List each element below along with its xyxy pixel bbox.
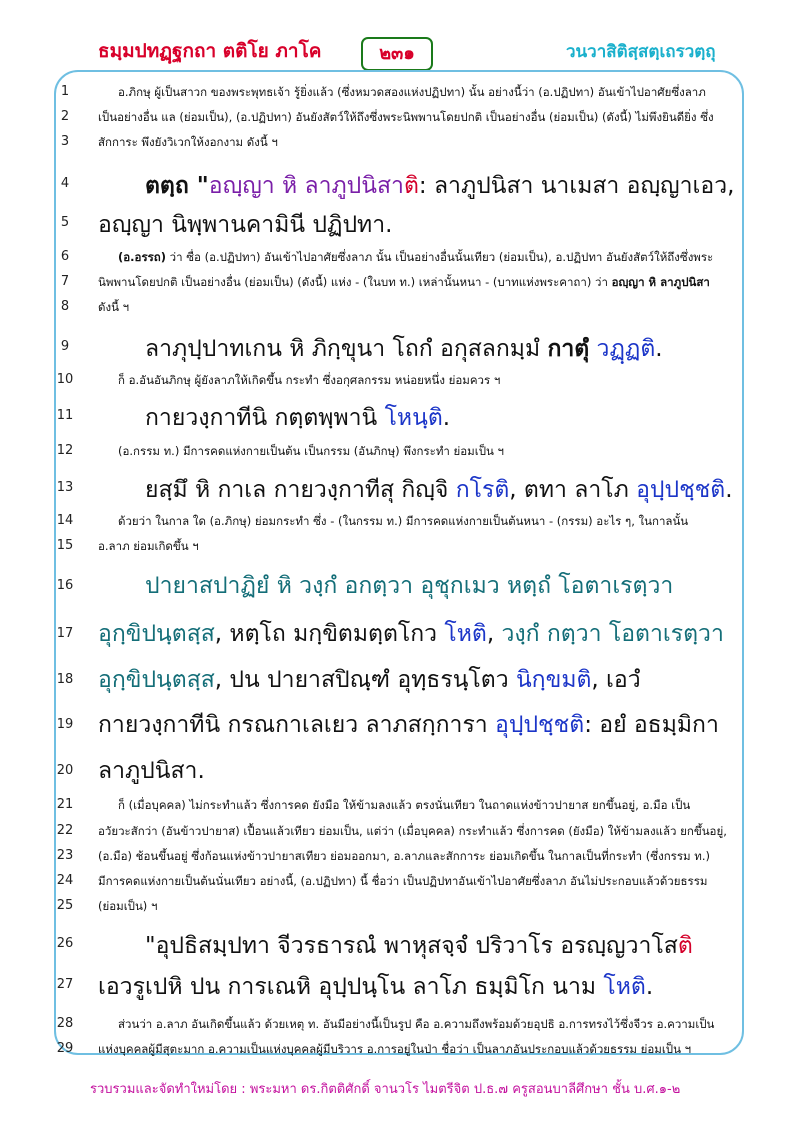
line-number: 5 <box>60 215 70 230</box>
book-title: ธมฺมปทฏฺฐกถา ตติโย ภาโค <box>98 40 322 62</box>
pali-text <box>145 168 775 204</box>
pali-highlight: กาตุํ <box>547 336 590 362</box>
pali-verb: อุปฺปชฺชติ <box>636 477 726 503</box>
line-number: 3 <box>60 134 70 149</box>
bold-term: (อ.อรรถ) <box>118 250 167 264</box>
pali-verb: กโรติ <box>455 477 510 503</box>
punctuation: . <box>655 336 663 362</box>
line-number: 8 <box>60 299 70 314</box>
pali-highlight: อญฺญา หิ ลาภูปนิสา <box>208 173 404 199</box>
line-number: 23 <box>56 848 74 863</box>
line-number: 20 <box>56 763 74 778</box>
pali-verb: โหติ <box>603 974 646 1000</box>
pali-highlight: ติ <box>403 173 419 199</box>
line-number: 7 <box>60 274 70 289</box>
line-number: 28 <box>56 1016 74 1031</box>
translation-text: ก็ อ.อันอันภิกษุ ผู้ยังลาภให้เกิดขึ้น กระทำ ซึ่งอกุศลกรรม หน่อยหนึ่ง ย่อมควร ฯ <box>118 373 501 387</box>
pali-word: ตตฺถ " <box>145 173 209 199</box>
translation-text: ก็ (เมื่อบุคคล) ไม่กระทำแล้ว ซึ่งการคด ยังมือ ให้ข้ามลงแล้ว ตรงนั่นเทียว ในถาดแห่งข้าวปายาส ยกขึ้นอยู่, อ.มือ เป็น <box>118 798 691 812</box>
line-number: 15 <box>56 538 74 553</box>
pali-word: อุกฺขิปนฺตสฺส <box>98 667 215 693</box>
pali-text <box>145 568 775 604</box>
line-number: 12 <box>56 443 74 458</box>
translation-text: (อ.มือ) ช้อนขึ้นอยู่ ซึ่งก้อนแห่งข้าวปายาสเทียว ย่อมออกมา, อ.ลาภและสักการะ ย่อมเกิดขึ้น ในกาลเป็นที่กระทำ (ซึ่งกรรม ท.) <box>98 849 710 863</box>
pali-word: "อุปธิสมฺปทา จีวรธารณํ พาหุสจฺจํ ปริวาโร อรญฺญวาโส <box>145 933 678 959</box>
translation-text: อวัยวะสักว่า (อันข้าวปายาส) เปื้อนแล้วเทียว ย่อมเป็น, แต่ว่า (เมื่อบุคคล) กระทำแล้ว ซึ่งการคด (ยังมือ) ให้ข้ามลงแล้ว ยกขึ้นอยู่, <box>98 824 727 838</box>
pali-highlight: ติ <box>677 933 693 959</box>
line-number: 24 <box>56 873 74 888</box>
pali-verb: โหนฺติ <box>384 405 443 431</box>
line-number: 13 <box>56 480 74 495</box>
translation-span: นิพพานโดยปกติ เป็นอย่างอื่น (ย่อมเป็น) (ดังนี้) แห่ง - (ในบท ท.) เหล่านั้นหนา - (บาทแห่งพระคาถา) ว่า <box>98 275 612 289</box>
pali-word: เอวรูเปหิ ปน การเณหิ อุปฺปนฺโน ลาโภ ธมฺมิโก นาม <box>98 974 604 1000</box>
pali-text: ลาภูปนิสา. <box>98 758 205 784</box>
translation-text: ด้วยว่า ในกาล ใด (อ.ภิกษุ) ย่อมกระทำ ซึ่ง - (ในกรรม ท.) มีการคดแห่งกายเป็นต้นหนา - (กรรม) อะไร ๆ, ในกาลนั้น <box>118 514 689 528</box>
pali-word: : อยํ อธมฺมิกา <box>584 712 719 738</box>
page-number-badge: ๒๓๑ <box>361 37 433 71</box>
pali-text <box>98 707 728 743</box>
translation-text: อ.ลาภ ย่อมเกิดขึ้น ฯ <box>98 539 199 553</box>
pali-word: , ปน ปายาสปิณฺฑํ อุทฺธรนฺโตว <box>214 667 516 693</box>
pali-text <box>98 662 728 698</box>
pali-text <box>145 928 775 964</box>
pali-verb: วฏฺฏติ <box>589 336 656 362</box>
bold-term: อญฺญา หิ ลาภูปนิสา <box>611 275 710 289</box>
line-number: 17 <box>56 626 74 641</box>
pali-word: กายวงฺกาทีนิ กรณกาเลเยว ลาภสกฺการา <box>98 712 496 738</box>
pali-verb: อุปฺปชฺชติ <box>495 712 585 738</box>
pali-word: กายวงฺกาทีนิ กตฺตพฺพานิ <box>145 405 385 431</box>
pali-word: , หตฺโถ มกฺขิตมตฺตโกว <box>214 621 445 647</box>
pali-verb: โหติ <box>444 621 487 647</box>
line-number: 16 <box>56 578 74 593</box>
punctuation: . <box>645 974 654 1000</box>
pali-word: วงฺกํ กตฺวา โอตาเรตฺวา <box>501 621 724 647</box>
translation-text <box>118 249 748 267</box>
translation-text <box>98 274 728 292</box>
line-number: 19 <box>56 717 74 732</box>
pali-text <box>98 969 728 1005</box>
pali-text <box>145 472 775 508</box>
punctuation: . <box>442 405 451 431</box>
pali-word: วงฺกํ อกตฺวา อุชุกเมว หตฺถํ โอตาเรตฺวา <box>299 573 674 599</box>
translation-text: เป็นอย่างอื่น แล (ย่อมเป็น), (อ.ปฏิปทา) อันยังสัตว์ให้ถึงซึ่งพระนิพพานโดยปกติ เป็นอย่างอื่น (ย่อมเป็น) (ดังนี้) ไม่พึงยินดียิ่ง ซึ่ง <box>98 110 714 124</box>
translation-text: อ.ภิกษุ ผู้เป็นสาวก ของพระพุทธเจ้า รู้ยิ่งแล้ว (ซึ่งหมวดสองแห่งปฏิปทา) นั้น อย่างนี้ว่า (อ.ปฏิปทา) อันเข้าไปอาศัยซึ่งลาภ <box>118 85 706 99</box>
line-number: 2 <box>60 109 70 124</box>
page-footer: รวบรวมและจัดทำใหม่โดย : พระมหา ดร.กิตติศักดิ์ จานวโร ไมตรีจิต ป.ธ.๗ ครูสอนบาลีศึกษา ชั้น บ.ศ.๑-๒ <box>90 1082 681 1097</box>
translation-text: ส่วนว่า อ.ลาภ อันเกิดขึ้นแล้ว ด้วยเหตุ ท. อันมีอย่างนี้เป็นรูป คือ อ.ความถึงพร้อมด้วยอุปธิ อ.การทรงไว้ซึ่งจีวร อ.ความเป็น <box>118 1017 715 1031</box>
line-number: 22 <box>56 823 74 838</box>
punctuation: , <box>486 621 502 647</box>
line-number: 14 <box>56 513 74 528</box>
line-number: 25 <box>56 898 74 913</box>
line-number: 18 <box>56 672 74 687</box>
line-number: 26 <box>56 936 74 951</box>
translation-text: ดังนี้ ฯ <box>98 300 130 314</box>
line-number: 21 <box>56 797 74 812</box>
pali-verb: นิกฺขมติ <box>515 667 592 693</box>
line-number: 10 <box>56 372 74 387</box>
pali-word: ปายาสปาฏิยํ หิ <box>145 573 300 599</box>
story-title: วนวาสิติสฺสตฺเถรวตฺถุ <box>566 42 716 62</box>
pali-word: อุกฺขิปนฺตสฺส <box>98 621 215 647</box>
pali-text <box>98 616 728 652</box>
translation-text: มีการคดแห่งกายเป็นต้นนั่นเทียว อย่างนี้, (อ.ปฏิปทา) นี้ ชื่อว่า เป็นปฏิปทาอันเข้าไปอาศัยซึ่งลาภ อันไม่ประกอบแล้วด้วยธรรม <box>98 874 708 888</box>
pali-word: : ลาภูปนิสา นาเมสา อญฺญาเอว, <box>418 173 735 199</box>
pali-word: ลาภุปฺปาทเกน หิ ภิกฺขุนา โถกํ อกุสลกมฺมํ <box>145 336 548 362</box>
pali-text: อญฺญา นิพฺพานคามินี ปฏิปทา. <box>98 212 393 238</box>
pali-word: , ตทา ลาโภ <box>509 477 637 503</box>
pali-word: , เอวํ <box>591 667 641 693</box>
translation-text: สักการะ พึงยังวิเวกให้งอกงาม ดังนี้ ฯ <box>98 135 278 149</box>
punctuation: . <box>725 477 733 503</box>
line-number: 1 <box>60 84 70 99</box>
line-number: 4 <box>60 176 70 191</box>
translation-text: (อ.กรรม ท.) มีการคดแห่งกายเป็นต้น เป็นกรรม (อันภิกษุ) พึงกระทำ ย่อมเป็น ฯ <box>118 444 504 458</box>
line-number: 9 <box>60 339 70 354</box>
translation-text: แห่งบุคคลผู้มีสุตะมาก อ.ความเป็นแห่งบุคคลผู้มีบริวาร อ.การอยู่ในป่า ชื่อว่า เป็นลาภอันประกอบแล้วด้วยธรรม ย่อมเป็น ฯ <box>98 1042 692 1056</box>
line-number: 6 <box>60 249 70 264</box>
line-number: 27 <box>56 977 74 992</box>
pali-text <box>145 400 775 436</box>
line-number: 11 <box>56 408 74 423</box>
pali-text <box>145 331 775 367</box>
translation-span: ว่า ซื่อ (อ.ปฏิปทา) อันเข้าไปอาศัยซึ่งลาภ นั้น เป็นอย่างอื่นนั้นเทียว (ย่อมเป็น), อ.ปฏิปทา อันยังสัตว์ให้ถึงซึ่งพระ <box>166 250 714 264</box>
page-header <box>0 0 800 70</box>
pali-word: ยสฺมึ หิ กาเล กายวงฺกาทีสุ กิญฺจิ <box>145 477 456 503</box>
line-number: 29 <box>56 1041 74 1056</box>
translation-text: (ย่อมเป็น) ฯ <box>98 899 158 913</box>
